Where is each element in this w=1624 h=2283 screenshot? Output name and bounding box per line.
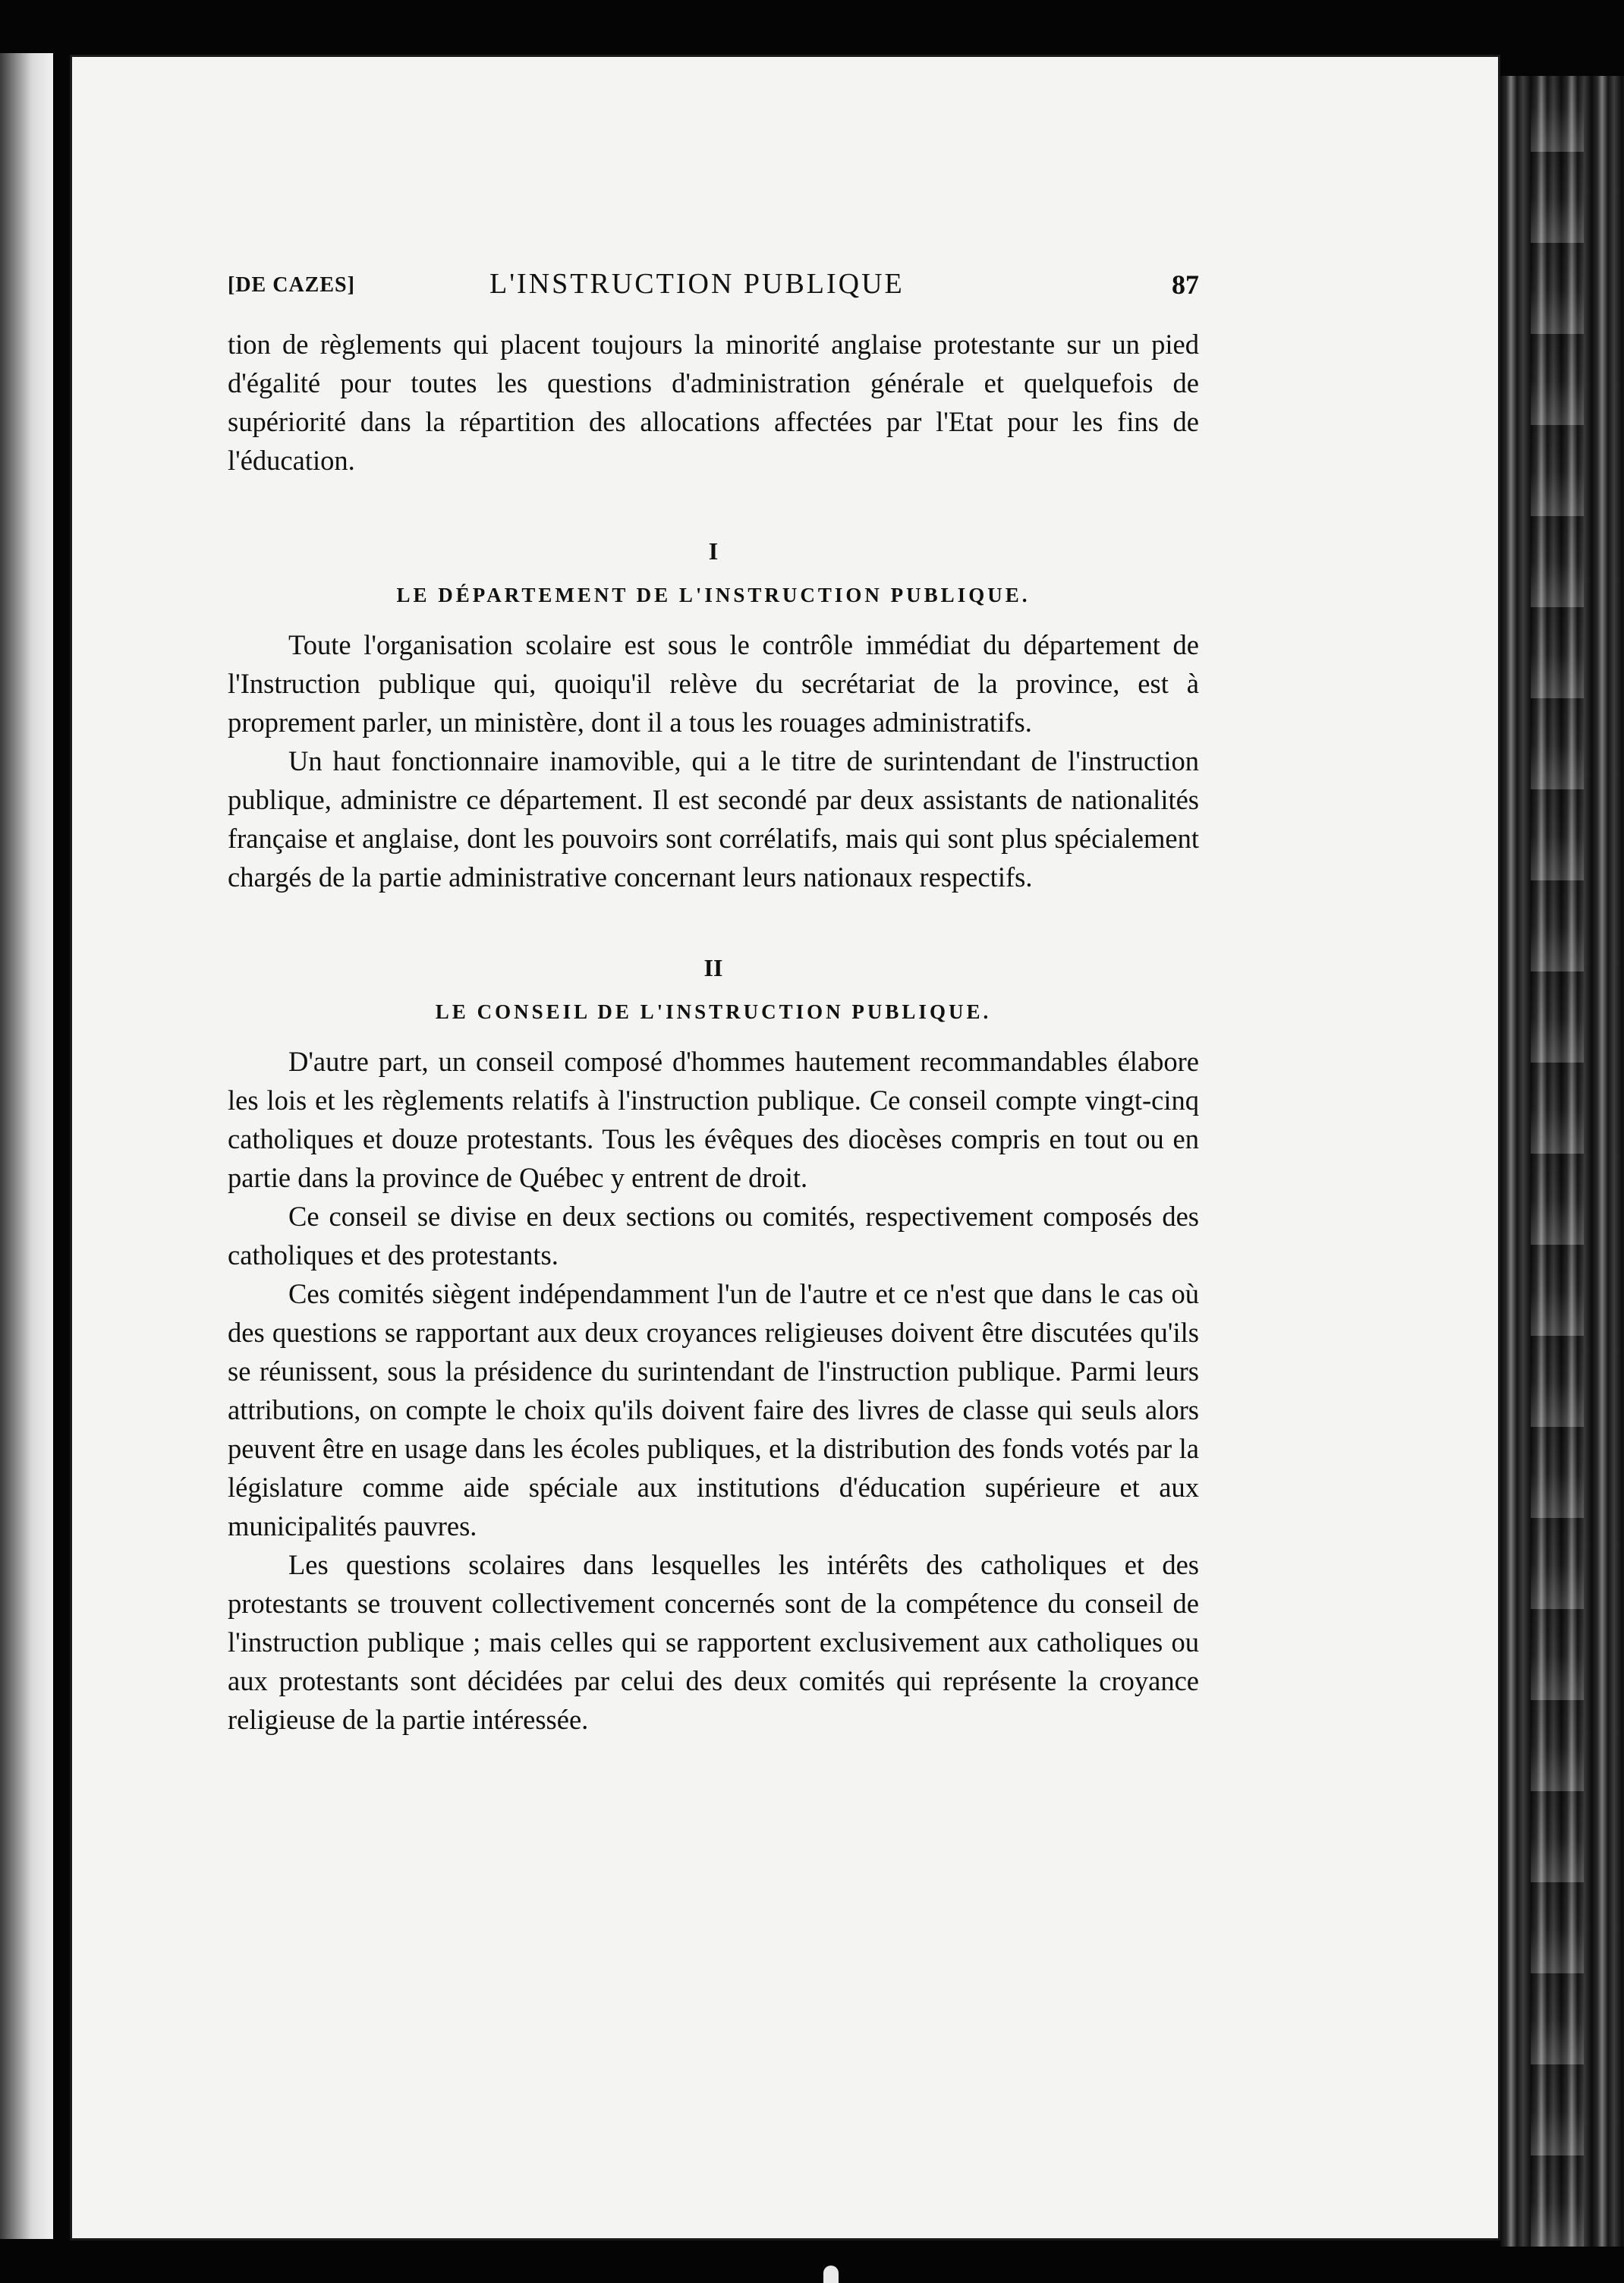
paragraph: Un haut fonctionnaire inamovible, qui a le titre de surintendant de l'instruction publique, administre ce département. Il est secondé par deux assistants de nationalités française et anglaise, dont les pouvoirs sont corrélatifs, mais qui sont plus spécialement chargés de la partie administrative concernant leurs nationaux respectifs. [228, 745, 1199, 893]
section-title: LE CONSEIL DE L'INSTRUCTION PUBLIQUE. [435, 1000, 992, 1023]
page-body [228, 325, 1199, 1739]
paragraph: tion de règlements qui placent toujours la minorité anglaise protestante sur un pied d'égalité pour toutes les questions d'administration générale et quelquefois de supériorité dans la répartition des allocations affectées par l'Etat pour les fins de l'éducation. [228, 329, 1199, 476]
paragraph: Ces comités siègent indépendamment l'un de l'autre et ce n'est que dans le cas où des questions se rapportant aux deux croyances religieuses doivent être discutées qu'ils se réunissent, sous la présidence du surintendant de l'instruction publique. Parmi leurs attributions, on compte le choix qu'ils doivent faire des livres de classe qui seuls alors peuvent être en usage dans les écoles publiques, et la distribution des fonds votés par la législature comme aide spéciale aux institutions d'éducation supérieure et aux municipalités pauvres. [228, 1278, 1199, 1541]
facing-page-edge [0, 53, 53, 2239]
book-binding [1500, 76, 1624, 2247]
section-number: II [703, 954, 723, 981]
running-title: L'INSTRUCTION PUBLIQUE [489, 268, 905, 300]
scan-artifact [823, 2266, 839, 2283]
paragraph: Ce conseil se divise en deux sections ou comités, respectivement composés des catholiques et des protestants. [228, 1201, 1199, 1271]
paragraph: Les questions scolaires dans lesquelles les intérêts des catholiques et des protestants se trouvent collectivement concernés sont de la compétence du conseil de l'instruction publique ; mais celles qui se rapportent exclusivement aux catholiques ou aux protestants sont décidées par celui des deux comités qui représente la croyance religieuse de la partie intéressée. [228, 1549, 1199, 1735]
author-tag: [DE CAZES] [228, 273, 355, 297]
section-title: LE DÉPARTEMENT DE L'INSTRUCTION PUBLIQUE. [396, 584, 1031, 606]
page-number: 87 [1172, 269, 1199, 300]
section-number: I [708, 537, 719, 565]
paragraph: D'autre part, un conseil composé d'hommes hautement recommandables élabore les lois et les règlements relatifs à l'instruction publique. Ce conseil compte vingt-cinq catholiques et douze protestants. Tous les évêques des diocèses compris en tout ou en partie dans la province de Québec y entrent de droit. [228, 1046, 1199, 1193]
paragraph: Toute l'organisation scolaire est sous le contrôle immédiat du département de l'Instruction publique qui, quoiqu'il relève du secrétariat de la province, est à proprement parler, un ministère, dont il a tous les rouages administratifs. [228, 629, 1199, 738]
running-head [228, 267, 1199, 313]
